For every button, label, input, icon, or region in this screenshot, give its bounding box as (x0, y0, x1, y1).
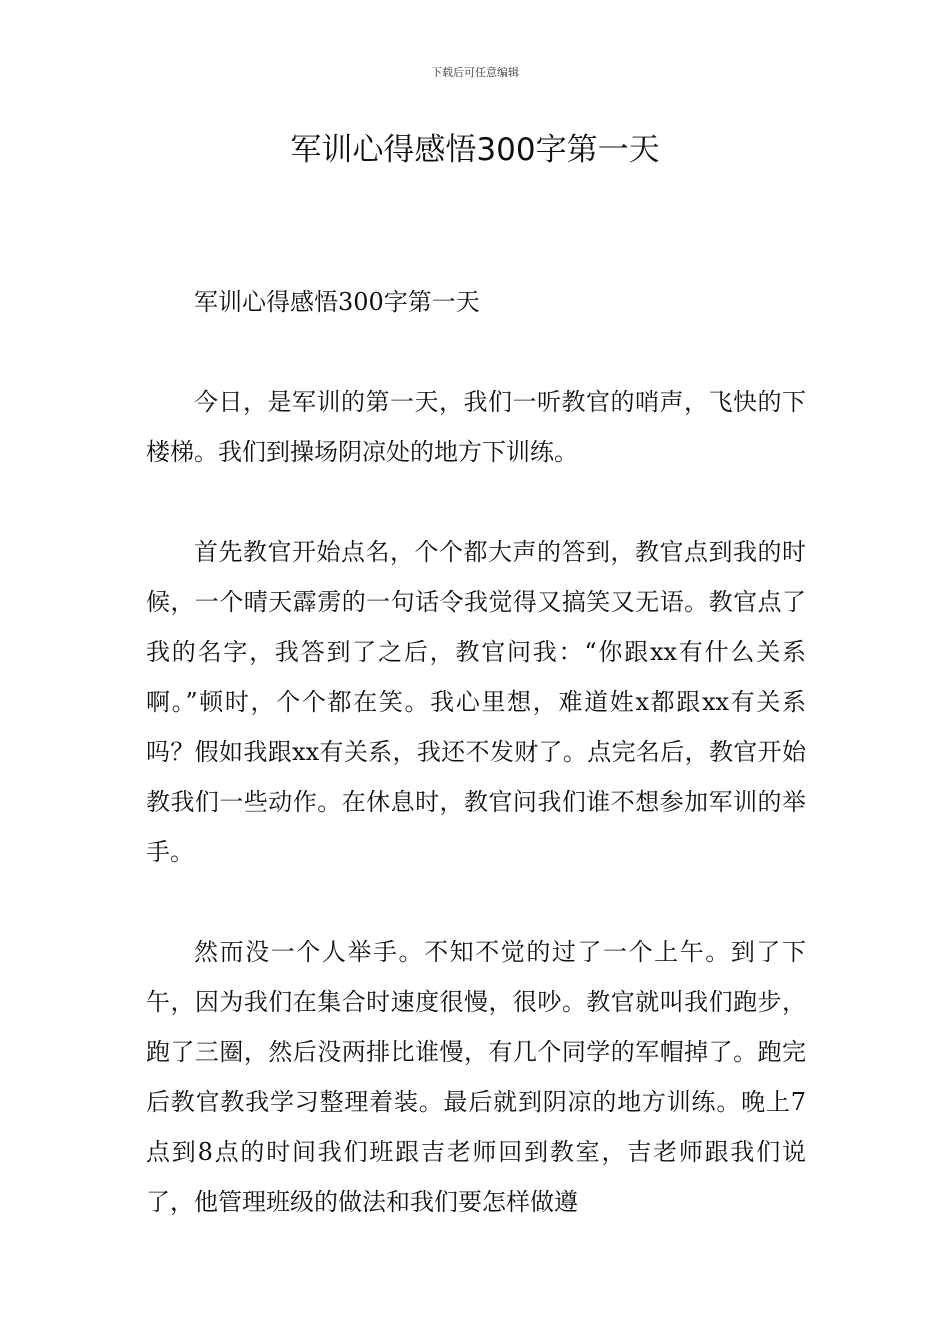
paragraph-subtitle: 军训心得感悟300字第一天 (194, 288, 480, 316)
paragraph: 然而没一个人举手。不知不觉的过了一个上午。到了下午，因为我们在集合时速度很慢，很吵。教官就叫我们跑步，跑了三圈，然后没两排比谁慢，有几个同学的军帽掉了。跑完后教官教我学习整理着装。最后就到阴凉的地方训练。晚上7点到8点的时间我们班跟吉老师回到教室，吉老师跟我们说了，他管理班级的做法和我们要怎样做遵 (146, 938, 806, 1216)
paragraph: 首先教官开始点名，个个都大声的答到，教官点到我的时候，一个晴天霹雳的一句话令我觉得又搞笑又无语。教官点了我的名字，我答到了之后，教官问我：“你跟xx有什么关系啊。”顿时，个个都在笑。我心里想，难道姓x都跟xx有关系吗？假如我跟xx有关系，我还不发财了。点完名后，教官开始教我们一些动作。在休息时，教官问我们谁不想参加军训的举手。 (146, 538, 806, 866)
document-title: 军训心得感悟300字第一天 (290, 132, 660, 168)
paragraph: 今日，是军训的第一天，我们一听教官的哨声，飞快的下楼梯。我们到操场阴凉处的地方下训练。 (146, 388, 806, 466)
page-header-note: 下载后可任意编辑 (431, 66, 519, 79)
document-body (146, 277, 806, 1227)
